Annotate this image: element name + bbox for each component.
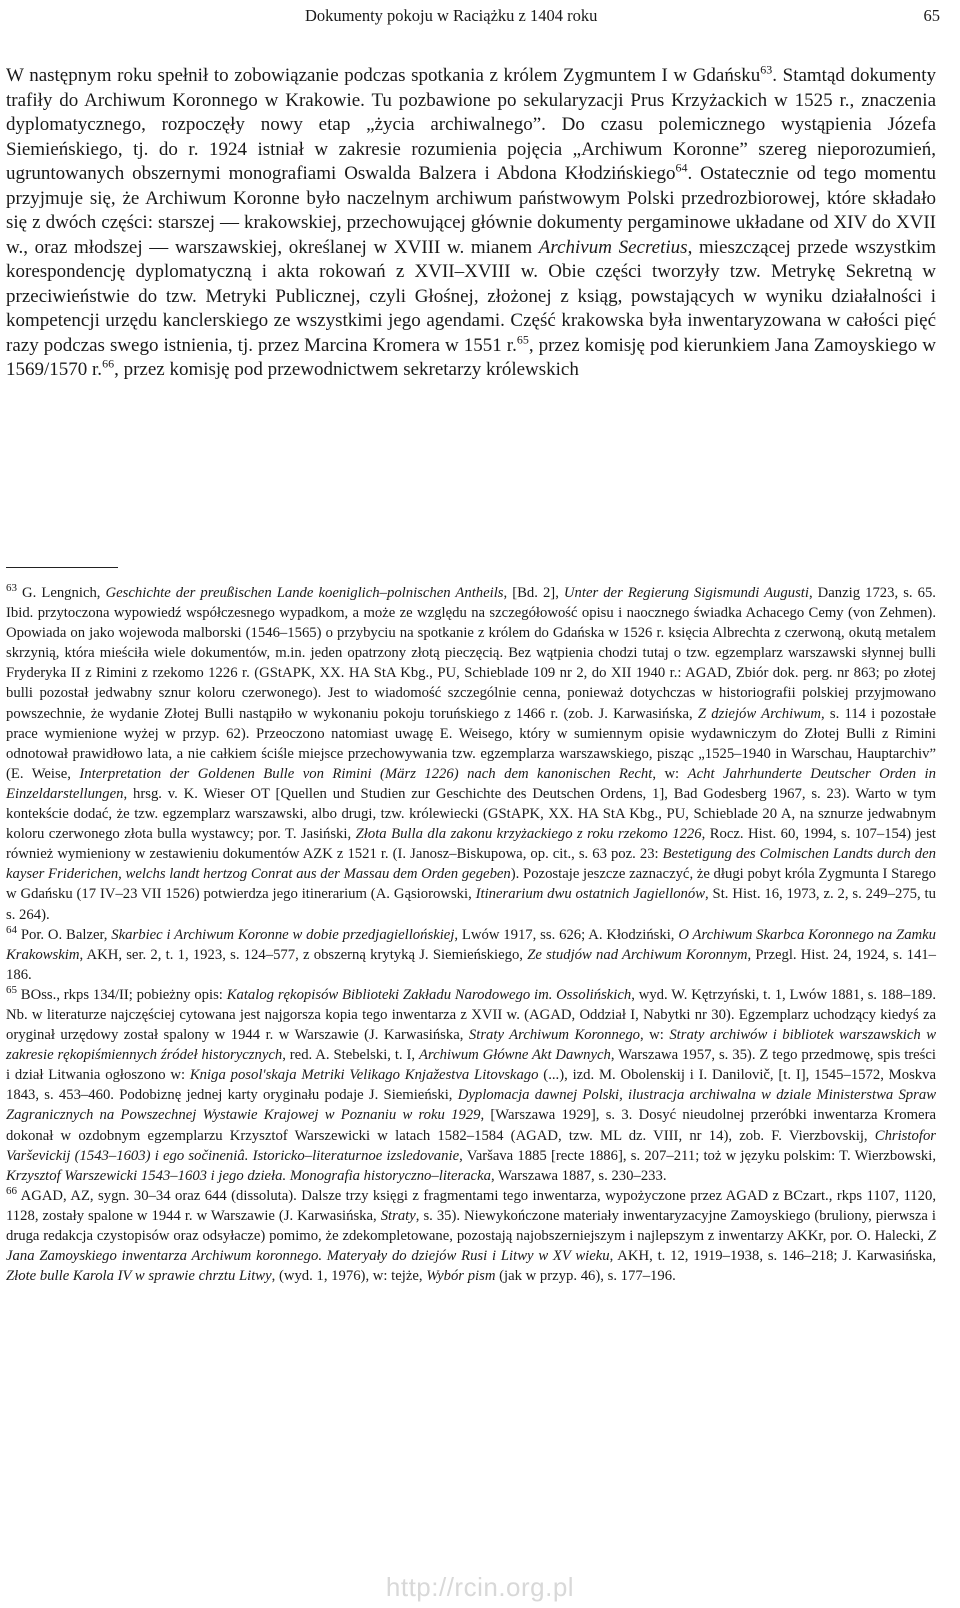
- footnote-64: [6, 925, 936, 985]
- footnote-italic-text: Krzysztof Warszewicki 1543–1603 i jego dzieła. Monografia historyczno–literacka: [6, 1167, 491, 1184]
- footnote-text: Por. O. Balzer,: [17, 926, 112, 943]
- footnote-text: , AKH, ser. 2, t. 1, 1923, s. 124–577, z obszerną krytyką J. Siemieńskiego,: [79, 946, 528, 963]
- footnote-italic-text: Straty: [380, 1207, 416, 1224]
- footnote-italic-text: Archiwum Główne Akt Dawnych: [418, 1047, 611, 1064]
- footnote-text: , red. A. Stebelski, t. I,: [282, 1047, 419, 1064]
- footnote-ref-64[interactable]: 64: [675, 160, 688, 175]
- footnote-italic-text: Bestetigung des Colmischen Landts durch den kayser Friderichen, welchs landt hertzog Conrat aus der Massau dem Orden gegeben: [6, 846, 936, 883]
- footnote-text: , Rocz. Hist. 60, 1994, s. 107–154) jest również wymieniony w zestawieniu dokumentów AZK z 1521 r. (I. Janosz–Biskupowa, op. cit., s. 63 poz. 23:: [6, 826, 936, 863]
- footnote-text: BOss., rkps 134/II; pobieżny opis:: [17, 986, 227, 1003]
- footnote-italic-text: Z dziejów Archiwum: [697, 705, 821, 722]
- footnote-ref-66[interactable]: 66: [102, 356, 115, 371]
- body-text: W następnym roku spełnił to zobowiązanie podczas spotkania z królem Zygmuntem I w Gdańsku: [6, 65, 761, 86]
- running-head: [0, 6, 960, 28]
- body-text: . Stamtąd dokumenty trafiły do Archiwum Koronnego w Krakowie. Tu pozbawione po sekularyzacji Prus Krzyżackich w 1525 r., znaczenia dyplomatycznego, rozpoczęły nowy etap „życia archiwalnego”. Do czasu polemicznego wystąpienia Józefa Siemieńskiego, tj. do r. 1924 istniał w zakresie rozumienia pojęcia „Archiwum Koronne” szereg nieporozumień, ugruntowanych obszernymi monografiami Oswalda Balzera i Abdona Kłodzińskiego: [6, 65, 936, 184]
- footnote-66: [6, 1186, 936, 1286]
- footnote-text: , Warszawa 1957, s. 35). Z tego przedmowę, spis treści i dział Litwania ogłoszono w:: [6, 1047, 937, 1084]
- footnote-text: , Varšava 1885 [recte 1886], s. 207–211; toż w języku polskim: T. Wierzbowski,: [459, 1147, 937, 1164]
- footnote-63: [6, 583, 936, 925]
- footnote-text: , Warszawa 1887, s. 230–233.: [490, 1167, 667, 1184]
- footnote-text: , wyd. W. Kętrzyński, t. 1, Lwów 1881, s. 188–189. Nb. w literaturze najczęściej cytowana jest najgorsza kopia tego inwentarza z XVII w. (AGAD, Oddział I, Nabytki nr 30). Egzemplarz uchodzący kiedyś za oryginał urzędowy został spalony w 1944 r. w Warszawie (J. Karwasińska,: [6, 986, 936, 1044]
- footnote-text: (...), izd. M. Obolenskij i I. Danilovič, [t. I], 1545–1572, Moskva 1843, s. 453–460. Podobiznę jednej karty oryginału podaje J. Siemieński,: [6, 1067, 936, 1104]
- footnote-text: , St. Hist. 16, 1973, z. 2, s. 249–275, tu s. 264).: [6, 886, 936, 923]
- footnote-ref-65[interactable]: 65: [516, 332, 529, 347]
- footnote-text: , s. 114 i pozostałe prace wymienione wyżej w przyp. 62). Przeoczono natomiast uwagę E. Weisego, który w sumiennym opisie wydawniczym do Złotej Bulli z Rimini odnotował prawidłowo lata, a nie całkiem ściśle miejsce przechowywania tzw. egzemplarza warszawskiego, pisząc „1525–1940 in Warschau, Hauptarchiv” (E. Weise,: [6, 705, 937, 782]
- footnote-text: (jak w przyp. 46), s. 177–196.: [495, 1268, 676, 1285]
- footnote-italic-text: Ze studjów nad Archiwum Koronnym: [527, 946, 748, 963]
- footnote-text: , Przegl. Hist. 24, 1924, s. 141–186.: [6, 946, 936, 983]
- footnote-text: , w:: [640, 1027, 670, 1044]
- body-text: , przez komisję pod kierunkiem Jana Zamoyskiego w 1569/1570 r.: [6, 334, 936, 380]
- footnote-italic-text: Wybór pism: [426, 1268, 496, 1285]
- footnote-65: [6, 985, 936, 1186]
- footnote-number: 65: [6, 983, 17, 996]
- footnote-italic-text: Straty archiwów i bibliotek warszawskich w zakresie rękopiśmiennych źródeł historycznych: [6, 1027, 937, 1064]
- footnote-italic-text: Unter der Regierung Sigismundi Augusti: [563, 585, 809, 601]
- footnote-italic-text: Skarbiec i Archiwum Koronne w dobie przedjagiellońskiej: [111, 926, 455, 943]
- footnotes-section: [6, 583, 936, 1286]
- footnote-italic-text: Interpretation der Goldenen Bulle von Rimini (März 1226) nach dem kanonischen Recht: [79, 765, 653, 782]
- body-text: , przez komisję pod przewodnictwem sekretarzy królewskich: [114, 359, 579, 380]
- running-title: Dokumenty pokoju w Raciążku z 1404 roku: [305, 6, 598, 25]
- footnote-text: , (wyd. 1, 1976), w: tejże,: [271, 1268, 427, 1285]
- footnote-italic-text: Kniga posol'skaja Metriki Velikago Knjažestva Litovskago: [189, 1067, 539, 1084]
- footnote-italic-text: Z Jana Zamoyskiego inwentarza Archiwum koronnego. Materyały do dziejów Rusi i Litwy w XV wieku: [6, 1228, 936, 1265]
- footnote-italic-text: Straty Archiwum Koronnego: [468, 1027, 641, 1044]
- footnote-text: , w:: [652, 765, 688, 782]
- footnote-text: , Lwów 1917, ss. 626; A. Kłodziński,: [454, 926, 679, 943]
- page-number: 65: [923, 6, 940, 25]
- footnote-italic-text: Złota Bulla dla zakonu krzyżackiego z roku rzekomo 1226: [355, 826, 702, 843]
- footnote-italic-text: Dyplomacja dawnej Polski, ilustracja archiwalna w dziale Ministerstwa Spraw Zagranicznych na Powszechnej Wystawie Krajowej w Poznaniu w roku 1929: [6, 1087, 936, 1124]
- footnote-text: , Danzig 1723, s. 65. Ibid. przytoczona wypowiedź współczesnego wypadkom, a może ze względu na szczegółowość opisu i naocznego świadka Achacego Cemy (von Zehmen). Opowiada on jako wojewoda malborski (1546–1565) o przybyciu na spotkanie z królem do Gdańska w 1526 r. księcia Albrechta z czerwoną, okutą metalem skrzynią, która mieściła wiele dokumentów, m.in. jeden opatrzony złotą pieczęcią. Bez wątpienia chodzi tutaj o tzw. egzemplarz warszawski słynnej bulli Fryderyka II z Rimini z rzekomo 1226 r. (GStAPK, XX. HA StA Kbg., PU, Schieblade 109 nr 2, do XII 1940 r.: AGAD, Zbiór dok. perg. nr 863; po złotej bulli pozostał jedwabny sznur koloru czerwonego). Jest to wiadomość szczególnie cenna, ponieważ dotychczas w historiografii polskiej przyjmowano powszechnie, że wydanie Złotej Bulli nastąpiło w wykonaniu pokoju toruńskiego z 1466 r. (zob. J. Karwasińska,: [6, 585, 936, 722]
- body-text: , mieszczącej przede wszystkim korespondencję dyplomatyczną i akta rokowań z XVII–XVIII w. Obie części tworzyły tzw. Metrykę Sekretną w przeciwieństwie do tzw. Metryki Publicznej, czyli Głośnej, złożonej z ksiąg, powstających w wyniku działalności i kompetencji urzędu kanclerskiego ze wszystkimi jego agendami. Część krakowska była inwentaryzowana w całości pięć razy podczas swego istnienia, tj. przez Marcina Kromera w 1551 r.: [6, 236, 936, 356]
- footnote-number: 63: [6, 582, 17, 595]
- footnote-italic-text: O Archiwum Skarbca Koronnego na Zamku Krakowskim: [6, 926, 937, 963]
- footnote-text: AGAD, AZ, sygn. 30–34 oraz 644 (dissoluta). Dalsze trzy księgi z fragmentami tego inwentarza, wypożyczone przez AGAD z BCzart., rkps 1107, 1120, 1128, zostały spalone w 1944 r. w Warszawie (J. Karwasińska,: [6, 1187, 936, 1224]
- body-paragraph: [6, 64, 936, 383]
- footnote-separator: [6, 567, 118, 568]
- body-text: . Ostatecznie od tego momentu przyjmuje się, że Archiwum Koronne było naczelnym archiwum państwowym Polski przedrozbiorowej, które składało się z dwóch części: starszej — krakowskiej, przechowującej głównie dokumenty pergaminowe układane od XIV do XVII w., oraz młodszej — warszawskiej, określanej w XVIII w. mianem: [6, 163, 936, 258]
- footnote-text: G. Lengnich,: [17, 585, 106, 601]
- footnote-text: , AKH, t. 12, 1919–1938, s. 146–218; J. Karwasińska,: [609, 1248, 937, 1265]
- footnote-number: 64: [6, 923, 17, 936]
- footnote-text: , [Warszawa 1929], s. 3. Dosyć nieudolnej przeróbki inwentarza Kromera dokonał w ozdobnym egzemplarzu Krzysztof Warszewicki w latach 1582–1584 (AGAD, tzw. ML dz. VIII, nr 14), zob. F. Vierzbovskij,: [6, 1107, 936, 1144]
- footnote-italic-text: Geschichte der preußischen Lande koeniglich–polnischen Antheils: [105, 585, 504, 601]
- footnote-italic-text: Acht Jahrhunderte Deutscher Orden in Einzeldarstellungen: [6, 765, 936, 802]
- footnote-text: ). Pozostaje jeszcze zaznaczyć, że długi pobyt króla Zygmunta I Starego w Gdańsku (17 IV–23 VII 1526) potwierdza jego itinerarium (A. Gąsiorowski,: [6, 866, 937, 903]
- footnote-text: , hrsg. v. K. Wieser OT [Quellen und Studien zur Geschichte des Deutschen Ordens, 1], Bad Godesberg 1967, s. 23). Warto w tym kontekście dodać, że tzw. egzemplarz warszawski, albo drugi, tzw. królewiecki (GStAPK, XX. HA StA Kbg., PU, Schieblade 20 A, na sznurze jedwabnym koloru czerwonego złota bulla wystawcy; por. T. Jasiński,: [6, 785, 936, 843]
- footnote-italic-text: Itinerarium dwu ostatnich Jagiellonów: [475, 886, 706, 903]
- body-italic-text: Archivum Secretius: [538, 236, 688, 258]
- footnote-italic-text: Christofor Varševickij (1543–1603) i ego sočineniâ. Istoricko–literaturnoe izsledovanie: [6, 1127, 936, 1164]
- source-watermark: http://rcin.org.pl: [385, 1572, 575, 1602]
- footnote-text: , [Bd. 2],: [503, 585, 564, 601]
- footnote-italic-text: Złote bulle Karola IV w sprawie chrztu Litwy: [6, 1268, 272, 1285]
- footnote-ref-63[interactable]: 63: [760, 62, 773, 77]
- footnote-italic-text: Katalog rękopisów Biblioteki Zakładu Narodowego im. Ossolińskich: [226, 986, 632, 1003]
- footnote-number: 66: [6, 1184, 17, 1197]
- footnote-text: , s. 35). Niewykończone materiały inwentaryzacyjne Zamoyskiego (bruliony, pierwsza i druga redakcja czystopisów oraz odsyłacze) pomimo, że zdekompletowane, pozostają najobszerniejszym i najlepszym z inwentarzy AKKr, por. O. Halecki,: [6, 1207, 936, 1244]
